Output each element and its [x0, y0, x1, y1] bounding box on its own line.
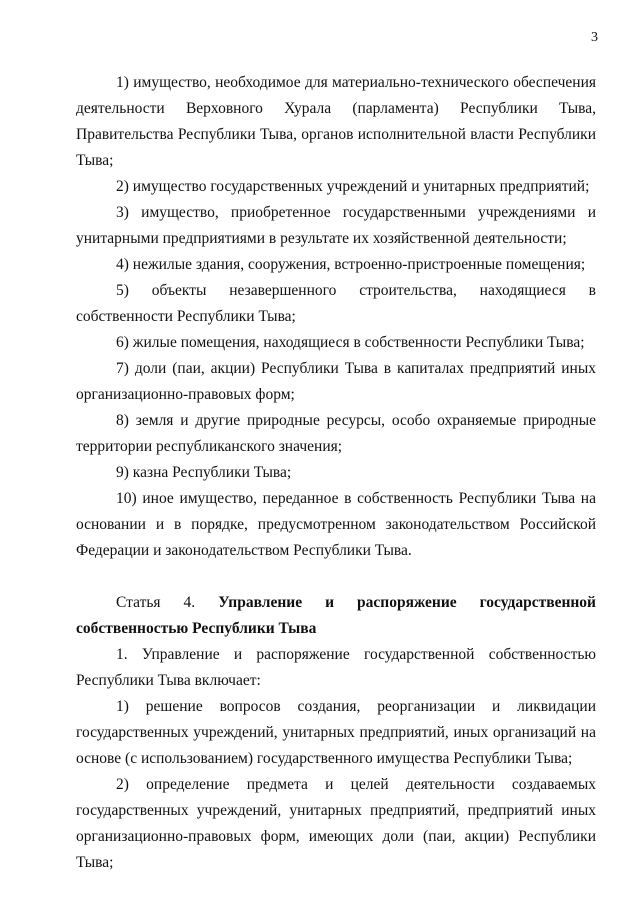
page-number: 3: [591, 30, 598, 45]
list-item: 8) земля и другие природные ресурсы, особо охраняемые природные территории республиканского значения;: [76, 412, 596, 455]
list-item: 5) объекты незавершенного строительства, находящиеся в собственности Республики Тыва;: [76, 282, 596, 325]
list-item: 1. Управление и распоряжение государственной собственностью Республики Тыва включает:: [76, 646, 596, 689]
article-label: Статья 4.: [116, 594, 196, 611]
list-item: 10) иное имущество, переданное в собственность Республики Тыва на основании и в порядке, предусмотренном законодательством Российской Федерации и законодательством Республики Тыва.: [76, 490, 596, 559]
article-heading: [76, 590, 596, 642]
document-body: [76, 70, 596, 876]
list-item: 1) решение вопросов создания, реорганизации и ликвидации государственных учреждений, унитарных предприятий, иных организаций на основе (с использованием) государственного имущества Республики Тыва;: [76, 698, 596, 767]
list-item: 3) имущество, приобретенное государственными учреждениями и унитарными предприятиями в результате их хозяйственной деятельности;: [76, 204, 596, 247]
list-item: 2) определение предмета и целей деятельности создаваемых государственных учреждений, унитарных предприятий, предприятий иных организационно-правовых форм, имеющих доли (паи, акции) Республики Тыва;: [76, 776, 596, 871]
list-item: 6) жилые помещения, находящиеся в собственности Республики Тыва;: [116, 334, 585, 351]
article-title: Управление и распоряжение государственной собственностью Республики Тыва: [76, 594, 596, 637]
section-spacer: [76, 564, 596, 582]
list-item: 7) доли (паи, акции) Республики Тыва в капиталах предприятий иных организационно-правовых форм;: [76, 360, 596, 403]
list-item: 4) нежилые здания, сооружения, встроенно-пристроенные помещения;: [116, 256, 586, 273]
list-item: 2) имущество государственных учреждений и унитарных предприятий;: [116, 178, 590, 195]
list-item: 1) имущество, необходимое для материально-технического обеспечения деятельности Верховного Хурала (парламента) Республики Тыва, Правительства Республики Тыва, органов исполнительной власти Республики Тыва;: [76, 74, 596, 169]
list-item: 9) казна Республики Тыва;: [116, 464, 292, 481]
